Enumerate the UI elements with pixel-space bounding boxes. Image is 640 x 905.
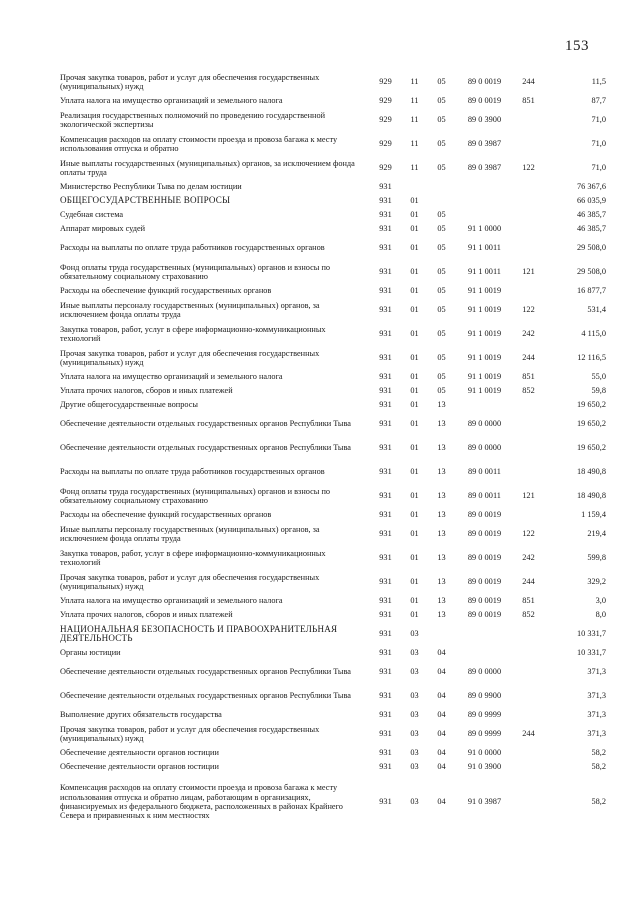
ministry-code: 931 [379,691,392,701]
table-row [60,260,606,284]
ministry-code: 931 [379,797,392,807]
target-article-code: 89 0 0019 [467,596,502,606]
amount: 371,3 [587,667,606,677]
expense-type-code [514,746,543,760]
subsection-code: 05 [437,386,446,396]
target-article-code: 91 0 0000 [467,748,502,758]
expense-type-code: 852 [522,386,535,396]
subsection-code: 04 [437,691,446,701]
ministry-code: 931 [379,610,392,620]
section-code: 03 [410,629,419,639]
ministry-code: 931 [379,443,392,453]
expense-type-code: 244 [522,77,535,87]
section-code: 11 [410,163,419,173]
subsection-code: 13 [437,400,446,410]
subsection-code: 13 [437,553,446,563]
table-row [60,570,606,594]
subsection-code: 13 [437,596,446,606]
table-row [60,94,606,108]
item-name: Расходы на обеспечение функций государственных органов [60,510,272,520]
table-row [60,384,606,398]
subsection-code: 04 [437,729,446,739]
item-name: Другие общегосударственные вопросы [60,400,198,410]
subsection-code: 05 [437,286,446,296]
section-code: 01 [410,372,419,382]
item-name: Уплата налога на имущество организаций и земельного налога [60,96,283,106]
target-article-code: 89 0 3900 [467,115,502,125]
item-name: Обеспечение деятельности отдельных государственных органов Республики Тыва [60,419,351,429]
section-code: 01 [410,553,419,563]
ministry-code: 929 [379,139,392,149]
table-row [60,346,606,370]
amount: 18 490,8 [576,491,606,501]
section-code: 03 [410,691,419,701]
target-article-code: 89 0 0019 [467,529,502,539]
subsection-code: 13 [437,610,446,620]
subsection-code: 05 [437,163,446,173]
target-article-code: 89 0 0019 [467,96,502,106]
ministry-code: 931 [379,329,392,339]
subsection-code: 05 [437,96,446,106]
section-code: 01 [410,491,419,501]
expense-type-code: 121 [522,491,535,501]
table-row [60,156,606,180]
item-name: ОБЩЕГОСУДАРСТВЕННЫЕ ВОПРОСЫ [60,195,231,206]
amount: 12 116,5 [577,353,606,363]
expense-type-code [514,508,543,522]
ministry-code: 931 [379,305,392,315]
section-code: 01 [410,386,419,396]
target-article-code: 91 1 0011 [468,267,501,277]
amount: 71,0 [591,115,606,125]
ministry-code: 931 [379,510,392,520]
amount: 11,5 [591,77,606,87]
section-code: 01 [410,196,419,206]
amount: 58,2 [591,762,606,772]
subsection-code: 05 [437,243,446,253]
amount: 371,3 [587,691,606,701]
item-name: Органы юстиции [60,648,121,658]
amount: 219,4 [587,529,606,539]
section-code: 01 [410,596,419,606]
ministry-code: 931 [379,667,392,677]
item-name: Прочая закупка товаров, работ и услуг для обеспечения государственных (муниципальных) нужд [60,348,320,367]
amount: 29 508,0 [576,267,606,277]
section-code: 01 [410,529,419,539]
expense-type-code: 244 [522,353,535,363]
subsection-code: 13 [437,443,446,453]
expense-type-code [514,284,543,298]
item-name: Реализация государственных полномочий по проведению государственной экологической экспертизы [60,110,326,129]
table-row [60,660,606,684]
table-row [60,460,606,484]
section-code: 01 [410,210,419,220]
target-article-code: 89 0 0019 [467,553,502,563]
expense-type-code [514,460,543,484]
subsection-code: 13 [437,491,446,501]
amount: 10 331,7 [576,629,606,639]
section-code: 01 [410,329,419,339]
item-name: Фонд оплаты труда государственных (муниципальных) органов и взносы по обязательному социальному страхованию [60,262,331,281]
ministry-code: 931 [379,648,392,658]
amount: 46 385,7 [576,210,606,220]
ministry-code: 931 [379,710,392,720]
target-article-code: 91 1 0019 [467,329,502,339]
ministry-code: 931 [379,353,392,363]
ministry-code: 931 [379,372,392,382]
item-name: Иные выплаты персоналу государственных (муниципальных) органов, за исключением фонда оплаты труда [60,524,320,543]
target-article-code: 89 0 0000 [467,419,502,429]
subsection-code: 05 [437,267,446,277]
ministry-code: 931 [379,419,392,429]
item-name: Расходы на выплаты по оплате труда работников государственных органов [60,467,325,477]
subsection-code: 05 [437,77,446,87]
target-article-code: 91 0 3900 [467,762,502,772]
section-code: 11 [410,115,419,125]
item-name: Фонд оплаты труда государственных (муниципальных) органов и взносы по обязательному социальному страхованию [60,486,331,505]
amount: 29 508,0 [576,243,606,253]
section-code: 01 [410,610,419,620]
target-article-code: 89 0 0019 [467,510,502,520]
item-name: Расходы на выплаты по оплате труда работников государственных органов [60,243,325,253]
subsection-code: 05 [437,224,446,234]
amount: 4 115,0 [581,329,606,339]
amount: 329,2 [587,577,606,587]
table-row [60,708,606,722]
expense-type-code: 851 [522,372,535,382]
table-row [60,222,606,236]
table-row [60,194,606,208]
item-name: Расходы на обеспечение функций государственных органов [60,286,272,296]
ministry-code: 929 [379,163,392,173]
ministry-code: 931 [379,267,392,277]
ministry-code: 931 [379,286,392,296]
section-code [401,180,428,194]
amount: 371,3 [587,729,606,739]
expense-type-code [514,774,543,830]
target-article-code: 91 1 0011 [468,243,501,253]
target-article-code: 91 1 0019 [467,386,502,396]
amount: 1 159,4 [581,510,606,520]
subsection-code: 04 [437,667,446,677]
expense-type-code: 122 [522,305,535,315]
ministry-code: 931 [379,553,392,563]
budget-expenditure-table [60,70,606,830]
section-code: 03 [410,729,419,739]
ministry-code: 931 [379,577,392,587]
section-code: 03 [410,667,419,677]
item-name: НАЦИОНАЛЬНАЯ БЕЗОПАСНОСТЬ И ПРАВООХРАНИТЕЛЬНАЯ ДЕЯТЕЛЬНОСТЬ [60,623,338,643]
ministry-code: 931 [379,629,392,639]
target-article-code [455,180,514,194]
expense-type-code: 122 [522,163,535,173]
item-name: Иные выплаты персоналу государственных (муниципальных) органов, за исключением фонда оплаты труда [60,300,320,319]
table-row [60,108,606,132]
table-row [60,774,606,830]
ministry-code: 929 [379,115,392,125]
amount: 599,8 [587,553,606,563]
target-article-code: 89 0 0000 [467,667,502,677]
ministry-code: 931 [379,596,392,606]
expense-type-code [514,194,543,208]
table-row [60,484,606,508]
item-name: Выполнение других обязательств государства [60,710,222,720]
section-code: 01 [410,243,419,253]
amount: 71,0 [591,139,606,149]
amount: 371,3 [587,710,606,720]
subsection-code: 04 [437,648,446,658]
target-article-code [455,646,514,660]
table-row [60,746,606,760]
table-row [60,546,606,570]
expense-type-code [514,222,543,236]
target-article-code: 89 0 0019 [467,77,502,87]
subsection-code: 05 [437,139,446,149]
expense-type-code: 852 [522,610,535,620]
subsection-code: 04 [437,797,446,807]
amount: 19 650,2 [576,419,606,429]
item-name: Компенсация расходов на оплату стоимости проезда и провоза багажа к месту использования отпуска и обратно лицам, работающим в организациях, финансируемых из федерального бюджета, расположенных в районах Крайнего Севера и приравненных к ним местностях [60,783,343,821]
table-row [60,132,606,156]
amount: 531,4 [587,305,606,315]
amount: 19 650,2 [576,443,606,453]
section-code: 01 [410,400,419,410]
expense-type-code [514,622,543,646]
section-code: 01 [410,305,419,315]
subsection-code: 13 [437,419,446,429]
expense-type-code [514,132,543,156]
ministry-code: 931 [379,748,392,758]
section-code: 01 [410,510,419,520]
target-article-code [455,208,514,222]
item-name: Обеспечение деятельности отдельных государственных органов Республики Тыва [60,691,351,701]
ministry-code: 931 [379,243,392,253]
subsection-code: 05 [437,210,446,220]
expense-type-code: 242 [522,329,535,339]
item-name: Компенсация расходов на оплату стоимости проезда и провоза багажа к месту использования отпуска и обратно [60,134,338,153]
ministry-code: 931 [379,224,392,234]
section-code: 11 [410,77,419,87]
subsection-code [428,180,455,194]
target-article-code: 89 0 0011 [468,491,501,501]
expense-type-code [514,108,543,132]
subsection-code: 13 [437,529,446,539]
item-name: Обеспечение деятельности органов юстиции [60,748,219,758]
target-article-code: 91 1 0019 [467,372,502,382]
amount: 19 650,2 [576,400,606,410]
expense-type-code: 851 [522,96,535,106]
section-code: 01 [410,419,419,429]
expense-type-code [514,436,543,460]
table-row [60,412,606,436]
amount: 58,2 [591,748,606,758]
table-row [60,608,606,622]
ministry-code: 931 [379,182,392,192]
item-name: Уплата налога на имущество организаций и земельного налога [60,596,283,606]
item-name: Прочая закупка товаров, работ и услуг для обеспечения государственных (муниципальных) нужд [60,724,320,743]
expense-type-code [514,760,543,774]
subsection-code: 05 [437,305,446,315]
table-row [60,522,606,546]
section-code: 01 [410,577,419,587]
ministry-code: 931 [379,529,392,539]
subsection-code: 05 [437,353,446,363]
expense-type-code [514,180,543,194]
amount: 18 490,8 [576,467,606,477]
item-name: Министерство Республики Тыва по делам юстиции [60,182,242,192]
expense-type-code [514,660,543,684]
expense-type-code [514,208,543,222]
target-article-code: 89 0 0011 [468,467,501,477]
section-code: 01 [410,224,419,234]
ministry-code: 929 [379,96,392,106]
expense-type-code [514,708,543,722]
subsection-code: 05 [437,115,446,125]
ministry-code: 931 [379,762,392,772]
section-code: 11 [410,96,419,106]
section-code: 03 [410,797,419,807]
amount: 58,2 [591,797,606,807]
amount: 3,0 [595,596,606,606]
subsection-code: 05 [437,329,446,339]
section-code: 03 [410,762,419,772]
item-name: Прочая закупка товаров, работ и услуг для обеспечения государственных (муниципальных) нужд [60,572,320,591]
item-name: Обеспечение деятельности органов юстиции [60,762,219,772]
table-row [60,646,606,660]
table-row [60,508,606,522]
section-code: 03 [410,710,419,720]
table-row [60,436,606,460]
target-article-code: 91 1 0019 [467,353,502,363]
ministry-code: 931 [379,210,392,220]
target-article-code [455,622,514,646]
target-article-code [455,398,514,412]
ministry-code: 929 [379,77,392,87]
table-row [60,684,606,708]
item-name: Обеспечение деятельности отдельных государственных органов Республики Тыва [60,443,351,453]
expense-type-code: 122 [522,529,535,539]
amount: 87,7 [591,96,606,106]
item-name: Обеспечение деятельности отдельных государственных органов Республики Тыва [60,667,351,677]
table-body [60,70,606,830]
amount: 59,8 [591,386,606,396]
target-article-code: 89 0 9999 [467,729,502,739]
item-name: Уплата прочих налогов, сборов и иных платежей [60,386,233,396]
section-code: 03 [410,648,419,658]
amount: 8,0 [595,610,606,620]
subsection-code: 13 [437,467,446,477]
section-code: 01 [410,286,419,296]
table-row [60,322,606,346]
table-row [60,208,606,222]
target-article-code: 91 1 0000 [467,224,502,234]
section-code: 01 [410,443,419,453]
table-row [60,622,606,646]
amount: 66 035,9 [576,196,606,206]
table-row [60,236,606,260]
amount: 16 877,7 [576,286,606,296]
ministry-code: 931 [379,400,392,410]
expense-type-code [514,684,543,708]
table-row [60,370,606,384]
ministry-code: 931 [379,491,392,501]
subsection-code [428,622,455,646]
ministry-code: 931 [379,196,392,206]
target-article-code: 89 0 3987 [467,163,502,173]
ministry-code: 931 [379,467,392,477]
table-row [60,284,606,298]
expense-type-code: 244 [522,729,535,739]
subsection-code: 04 [437,762,446,772]
table-row [60,722,606,746]
target-article-code: 89 0 9999 [467,710,502,720]
table-row [60,70,606,94]
target-article-code: 91 1 0019 [467,305,502,315]
section-code: 11 [410,139,419,149]
item-name: Судебная система [60,210,124,220]
amount: 76 367,6 [576,182,606,192]
subsection-code [428,194,455,208]
subsection-code: 04 [437,748,446,758]
expense-type-code: 244 [522,577,535,587]
target-article-code: 89 0 0019 [467,610,502,620]
section-code: 03 [410,748,419,758]
subsection-code: 13 [437,510,446,520]
table-row [60,298,606,322]
item-name: Аппарат мировых судей [60,224,146,234]
table-row [60,594,606,608]
item-name: Уплата прочих налогов, сборов и иных платежей [60,610,233,620]
expense-type-code [514,646,543,660]
item-name: Уплата налога на имущество организаций и земельного налога [60,372,283,382]
target-article-code: 89 0 0000 [467,443,502,453]
expense-type-code: 851 [522,596,535,606]
target-article-code: 89 0 3987 [467,139,502,149]
amount: 55,0 [591,372,606,382]
amount: 71,0 [591,163,606,173]
expense-type-code: 242 [522,553,535,563]
table-row [60,398,606,412]
ministry-code: 931 [379,729,392,739]
target-article-code: 91 1 0019 [467,286,502,296]
target-article-code: 89 0 0019 [467,577,502,587]
section-code: 01 [410,353,419,363]
page-number: 153 [565,38,589,54]
section-code: 01 [410,467,419,477]
expense-type-code [514,398,543,412]
expense-type-code [514,412,543,436]
table-row [60,760,606,774]
amount: 10 331,7 [576,648,606,658]
item-name: Прочая закупка товаров, работ и услуг для обеспечения государственных (муниципальных) нужд [60,72,320,91]
amount: 46 385,7 [576,224,606,234]
subsection-code: 04 [437,710,446,720]
expense-type-code [514,236,543,260]
target-article-code: 89 0 9900 [467,691,502,701]
item-name: Иные выплаты государственных (муниципальных) органов, за исключением фонда оплаты труда [60,158,355,177]
item-name: Закупка товаров, работ, услуг в сфере информационно-коммуникационных технологий [60,548,326,567]
target-article-code [455,194,514,208]
subsection-code: 05 [437,372,446,382]
subsection-code: 13 [437,577,446,587]
ministry-code: 931 [379,386,392,396]
item-name: Закупка товаров, работ, услуг в сфере информационно-коммуникационных технологий [60,324,326,343]
section-code: 01 [410,267,419,277]
target-article-code: 91 0 3987 [467,797,502,807]
expense-type-code: 121 [522,267,535,277]
table-row [60,180,606,194]
